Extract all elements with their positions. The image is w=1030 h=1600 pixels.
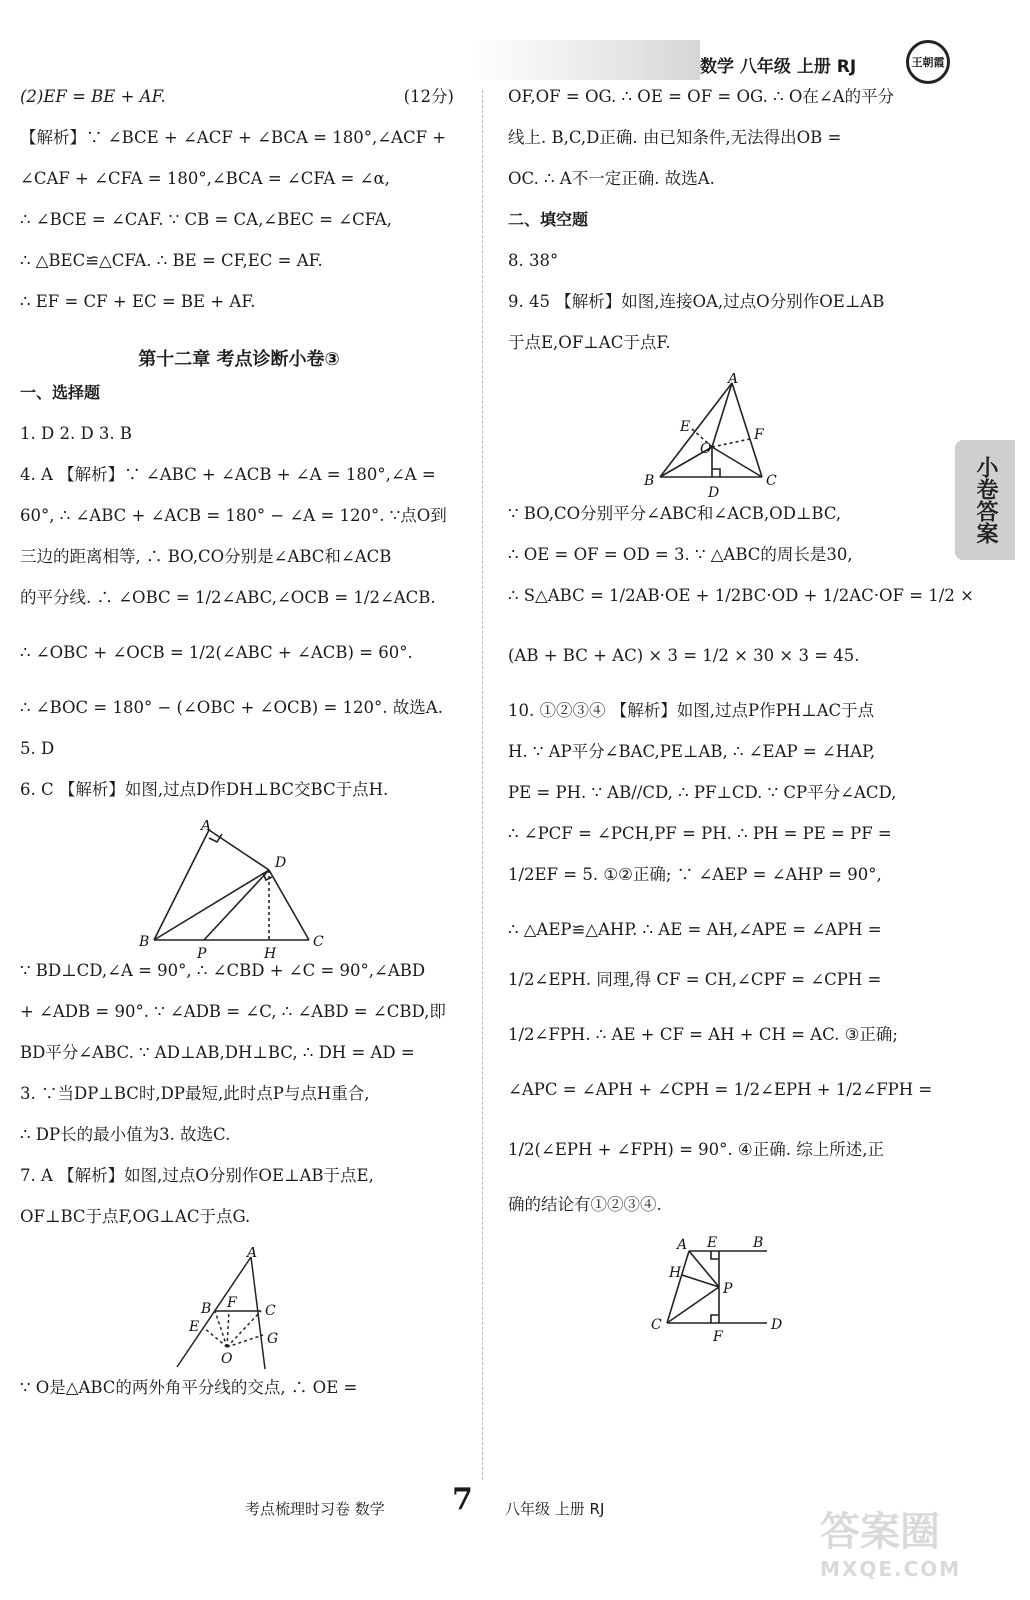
text-line: 【解析】∵ ∠BCE + ∠ACF + ∠BCA = 180°,∠ACF + <box>20 128 447 147</box>
figure-label: F <box>227 1295 237 1311</box>
text-line: 5. D <box>20 739 55 758</box>
left-column <box>20 86 458 1418</box>
watermark <box>820 1500 961 1581</box>
text-line: ∴ △BEC≌△CFA. ∴ BE = CF,EC = AF. <box>20 251 323 270</box>
answer-line: (2)EF = BE + AF. <box>20 87 166 106</box>
text-line: OF⊥BC于点F,OG⊥AC于点G. <box>20 1207 251 1226</box>
text-line: OC. ∴ A不一定正确. 故选A. <box>508 169 715 188</box>
text-line: BD平分∠ABC. ∵ AD⊥AB,DH⊥BC, ∴ DH = AD = <box>20 1043 415 1062</box>
figure-label: C <box>651 1317 662 1333</box>
text-line: H. ∵ AP平分∠BAC,PE⊥AB, ∴ ∠EAP = ∠HAP, <box>508 742 876 761</box>
figure-label: A <box>677 1237 688 1253</box>
figure-label: B <box>139 934 150 950</box>
right-column <box>508 86 974 1345</box>
text-line: 1/2∠EPH. 同理,得 CF = CH,∠CPF = ∠CPH = <box>508 970 882 989</box>
figure-label: A <box>201 820 212 834</box>
section-heading: 二、填空题 <box>508 210 589 229</box>
figure-label: B <box>753 1235 764 1251</box>
figure-label: F <box>713 1329 723 1345</box>
figure-label: P <box>723 1281 733 1297</box>
text-line: ∠APC = ∠APH + ∠CPH = 1/2∠EPH + 1/2∠FPH = <box>508 1080 933 1099</box>
text-line: PE = PH. ∵ AB//CD, ∴ PF⊥CD. ∵ CP平分∠ACD, <box>508 783 897 802</box>
text-line: 1/2∠FPH. ∴ AE + CF = AH + CH = AC. ③正确; <box>508 1025 898 1044</box>
figure-q9 <box>642 373 802 503</box>
figure-label: B <box>201 1301 212 1317</box>
text-line: (AB + BC + AC) × 3 = 1/2 × 30 × 3 = 45. <box>508 646 860 665</box>
text-line: ∴ OE = OF = OD = 3. ∵ △ABC的周长是30, <box>508 545 853 564</box>
brand-logo: 王朝霞 <box>906 40 950 84</box>
text-line: 确的结论有①②③④. <box>508 1195 662 1214</box>
text-line: OF,OF = OG. ∴ OE = OF = OG. ∴ O在∠A的平分 <box>508 87 895 106</box>
figure-label: C <box>313 934 324 950</box>
figure-q6 <box>139 820 339 960</box>
footer-left: 考点梳理时习卷 数学 <box>245 1500 385 1518</box>
text-line: + ∠ADB = 90°. ∵ ∠ADB = ∠C, ∴ ∠ABD = ∠CBD,即 <box>20 1002 446 1021</box>
text-line: ∴ ∠OBC + ∠OCB = 1/2(∠ABC + ∠ACB) = 60°. <box>20 643 413 662</box>
figure-label: F <box>754 427 764 443</box>
section-heading: 一、选择题 <box>20 383 101 402</box>
figure-label: B <box>644 473 655 489</box>
figure-label: D <box>771 1317 783 1333</box>
column-divider <box>482 90 483 1480</box>
text-line: ∴ DP长的最小值为3. 故选C. <box>20 1125 231 1144</box>
text-line: 7. A 【解析】如图,过点O分别作OE⊥AB于点E, <box>20 1166 374 1185</box>
watermark-title: 答案圈 <box>820 1509 940 1555</box>
side-tab: 小卷答案 <box>955 440 1015 560</box>
text-line: 1. D 2. D 3. B <box>20 424 133 443</box>
text-line: 3. ∵当DP⊥BC时,DP最短,此时点P与点H重合, <box>20 1084 370 1103</box>
figure-label: A <box>247 1247 258 1261</box>
text-line: 4. A 【解析】∵ ∠ABC + ∠ACB + ∠A = 180°,∠A = <box>20 465 436 484</box>
score: (12分) <box>403 87 454 106</box>
figure-label: P <box>197 946 207 960</box>
text-line: 线上. B,C,D正确. 由已知条件,无法得出OB = <box>508 128 842 147</box>
figure-q7 <box>169 1247 309 1377</box>
figure-label: D <box>275 855 287 871</box>
text-line: 1/2EF = 5. ①②正确; ∵ ∠AEP = ∠AHP = 90°, <box>508 865 882 884</box>
header-band <box>470 40 700 80</box>
text-line: ∴ EF = CF + EC = BE + AF. <box>20 292 256 311</box>
text-line: ∴ △AEP≌△AHP. ∴ AE = AH,∠APE = ∠APH = <box>508 920 882 939</box>
chapter-title: 第十二章 考点诊断小卷③ <box>138 349 340 370</box>
watermark-url: MXQE.COM <box>820 1557 962 1581</box>
text-line: ∠CAF + ∠CFA = 180°,∠BCA = ∠CFA = ∠α, <box>20 169 390 188</box>
footer-right: 八年级 上册 RJ <box>505 1500 605 1518</box>
text-line: ∴ ∠BOC = 180° − (∠OBC + ∠OCB) = 120°. 故选A. <box>20 698 443 717</box>
figure-label: H <box>669 1265 682 1281</box>
figure-label: H <box>264 946 277 960</box>
text-line: ∵ BO,CO分别平分∠ABC和∠ACB,OD⊥BC, <box>508 504 842 523</box>
figure-label: E <box>680 419 691 435</box>
figure-label: A <box>728 373 739 387</box>
text-line: 1/2(∠EPH + ∠FPH) = 90°. ④正确. 综上所述,正 <box>508 1140 884 1159</box>
figure-label: D <box>708 485 720 501</box>
text-line: 9. 45 【解析】如图,连接OA,过点O分别作OE⊥AB <box>508 292 885 311</box>
header-title: 数学 八年级 上册 RJ <box>700 57 857 77</box>
figure-label: E <box>189 1319 200 1335</box>
figure-label: E <box>707 1235 718 1251</box>
figure-label: C <box>265 1303 276 1319</box>
figure-label: O <box>700 441 712 457</box>
text-line: 10. ①②③④ 【解析】如图,过点P作PH⊥AC于点 <box>508 701 875 720</box>
text-line: 于点E,OF⊥AC于点F. <box>508 333 671 352</box>
text-line: ∵ BD⊥CD,∠A = 90°, ∴ ∠CBD + ∠C = 90°,∠ABD <box>20 961 426 980</box>
text-line: ∴ ∠PCF = ∠PCH,PF = PH. ∴ PH = PE = PF = <box>508 824 892 843</box>
page-number: 7 <box>452 1482 473 1517</box>
text-line: 8. 38° <box>508 251 559 270</box>
figure-label: G <box>267 1331 279 1347</box>
text-line: 6. C 【解析】如图,过点D作DH⊥BC交BC于点H. <box>20 780 389 799</box>
figure-q10 <box>647 1235 797 1345</box>
text-line: ∵ O是△ABC的两外角平分线的交点, ∴ OE = <box>20 1378 358 1397</box>
text-line <box>20 86 458 127</box>
text-line: 的平分线. ∴ ∠OBC = 1/2∠ABC,∠OCB = 1/2∠ACB. <box>20 588 436 607</box>
text-line: 三边的距离相等, ∴ BO,CO分别是∠ABC和∠ACB <box>20 547 392 566</box>
figure-label: O <box>221 1351 233 1367</box>
text-line: ∴ ∠BCE = ∠CAF. ∵ CB = CA,∠BEC = ∠CFA, <box>20 210 392 229</box>
figure-label: C <box>766 473 777 489</box>
text-line: 60°, ∴ ∠ABC + ∠ACB = 180° − ∠A = 120°. ∵点O到 <box>20 506 447 525</box>
text-line: ∴ S△ABC = 1/2AB·OE + 1/2BC·OD + 1/2AC·OF = 1/2 × <box>508 586 974 605</box>
